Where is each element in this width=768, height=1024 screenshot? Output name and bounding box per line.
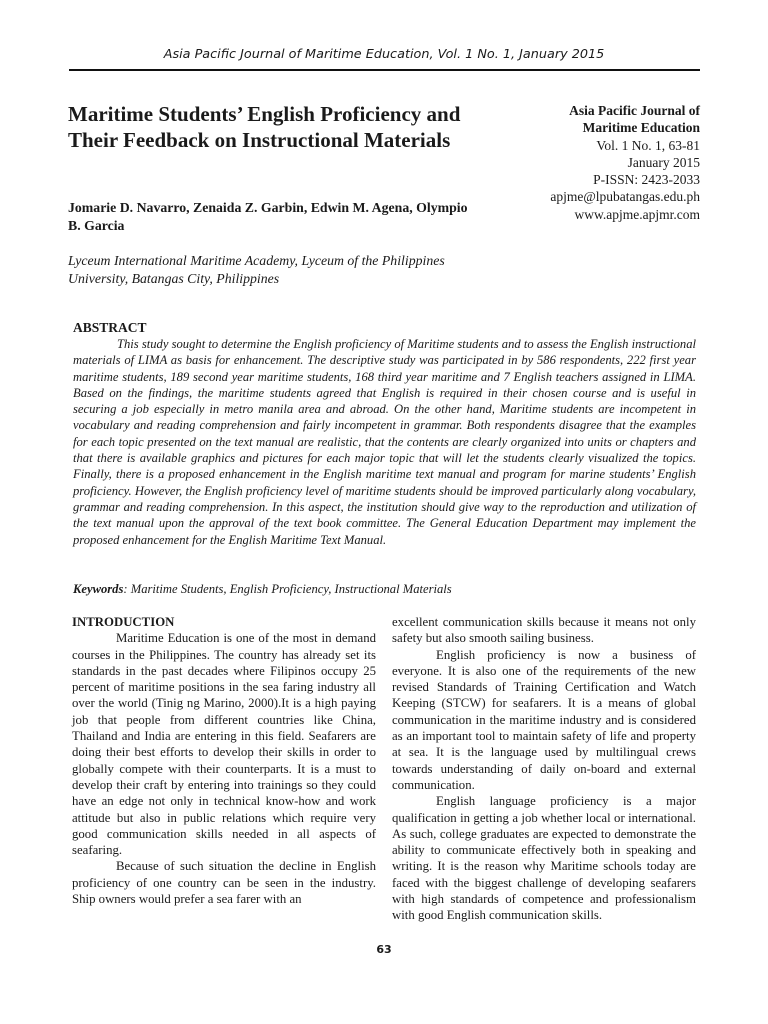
body-paragraph: English language proficiency is a major qualification in getting a job whether local or international. As such, college graduates are expected to demonstrate the ability to communicate effectively both in speaking and writing. It is the reason why Maritime schools today are faced with the biggest challenge of developing seafarers with high standards of competence and professionalism with good English communication skills. [392, 794, 696, 923]
body-paragraph: English proficiency is now a business of everyone. It is also one of the requirements of the new revised Standards of Training Certification and Watch Keeping (STCW) for seafarers. It is a means of global communication in the maritime industry and is considered as an important tool to maintain safety of life and property at sea. It is the language used by multilingual crews towards understanding of daily on-board and external communication. [392, 647, 696, 792]
journal-info [488, 102, 700, 223]
journal-email: apjme@lpubatangas.edu.ph [550, 189, 700, 205]
body-paragraph-continued: excellent communication skills because it means not only safety but also smooth sailing business. [392, 615, 696, 646]
section-heading-introduction: INTRODUCTION [72, 615, 175, 629]
keywords [73, 582, 696, 597]
article-title: Maritime Students’ English Proficiency and Their Feedback on Instructional Materials [68, 102, 461, 152]
body-paragraph: Because of such situation the decline in English proficiency of one country can be seen in the industry. Ship owners would prefer a sea farer with an [72, 859, 376, 907]
running-header: Asia Pacific Journal of Maritime Education, Vol. 1 No. 1, January 2015 [163, 47, 605, 62]
journal-name-line2: Maritime Education [582, 120, 700, 136]
body-column-right [392, 614, 696, 924]
header-rule [69, 69, 700, 71]
page-number: 63 [376, 943, 392, 956]
keywords-label: Keywords [73, 582, 124, 596]
abstract-text: This study sought to determine the English proficiency of Maritime students and to assess the English instructional materials of LIMA as basis for enhancement. The descriptive study was participated in by 586 respondents, 222 first year maritime students, 189 second year maritime students, 168 third year maritime and 7 English teachers assigned in LIMA. Based on the findings, the maritime students agreed that English is required in their chosen course and is useful in securing a job especially in metro manila area and abroad. On the other hand, Maritime students are incompetent in vocabulary and reading comprehension and fairly incompetent in grammar. Both respondents disagree that the examples for each topic presented on the text manual are realistic, that the contents are clearly organized into units or chapters and that there is available graphics and pictures for each major topic that will let the students clearly visualized the topics. Finally, there is a proposed enhancement in the English maritime text manual and program for marine students’ English proficiency. However, the English proficiency level of maritime students should be improved particularly along vocabulary, grammar and reading comprehension. In this aspect, the institution should give way to the reproduction and utilization of the text manual upon the approval of the text book committee. The General Education Department may implement the proposed enhancement for the English Maritime Text Manual. [73, 337, 696, 547]
journal-issn: P-ISSN: 2423-2033 [593, 172, 700, 188]
journal-name-line1: Asia Pacific Journal of [569, 103, 700, 118]
journal-website: www.apjme.apjmr.com [574, 206, 700, 222]
body-paragraph: Maritime Education is one of the most in demand courses in the Philippines. The country has already set its standards in the past decades where Filipinos occupy 25 percent of maritime positions in the sea faring industry all over the world (Tinig ng Marino, 2000).It is a high paying job that people from different countries like China, Thailand and India are entering in this field. Seafarers are doing their best efforts to develop their skills in order to globally compete with their counterparts. It is a must to develop their craft by entering into trainings so they could have an edge not only in technical know-how and work attitude but also in public relations which require very good communication skills needed in all aspects of seafaring. [72, 631, 376, 858]
journal-volume: Vol. 1 No. 1, 63-81 [596, 137, 700, 153]
abstract-heading: ABSTRACT [73, 320, 147, 335]
body-column-left [72, 614, 376, 907]
authors: Jomarie D. Navarro, Zenaida Z. Garbin, Edwin M. Agena, Olympio B. Garcia [68, 200, 468, 233]
affiliation: Lyceum International Maritime Academy, Lyceum of the Philippines University, Batangas City, Philippines [68, 253, 445, 286]
journal-date: January 2015 [627, 154, 700, 170]
keywords-text: : Maritime Students, English Proficiency, Instructional Materials [123, 582, 452, 596]
